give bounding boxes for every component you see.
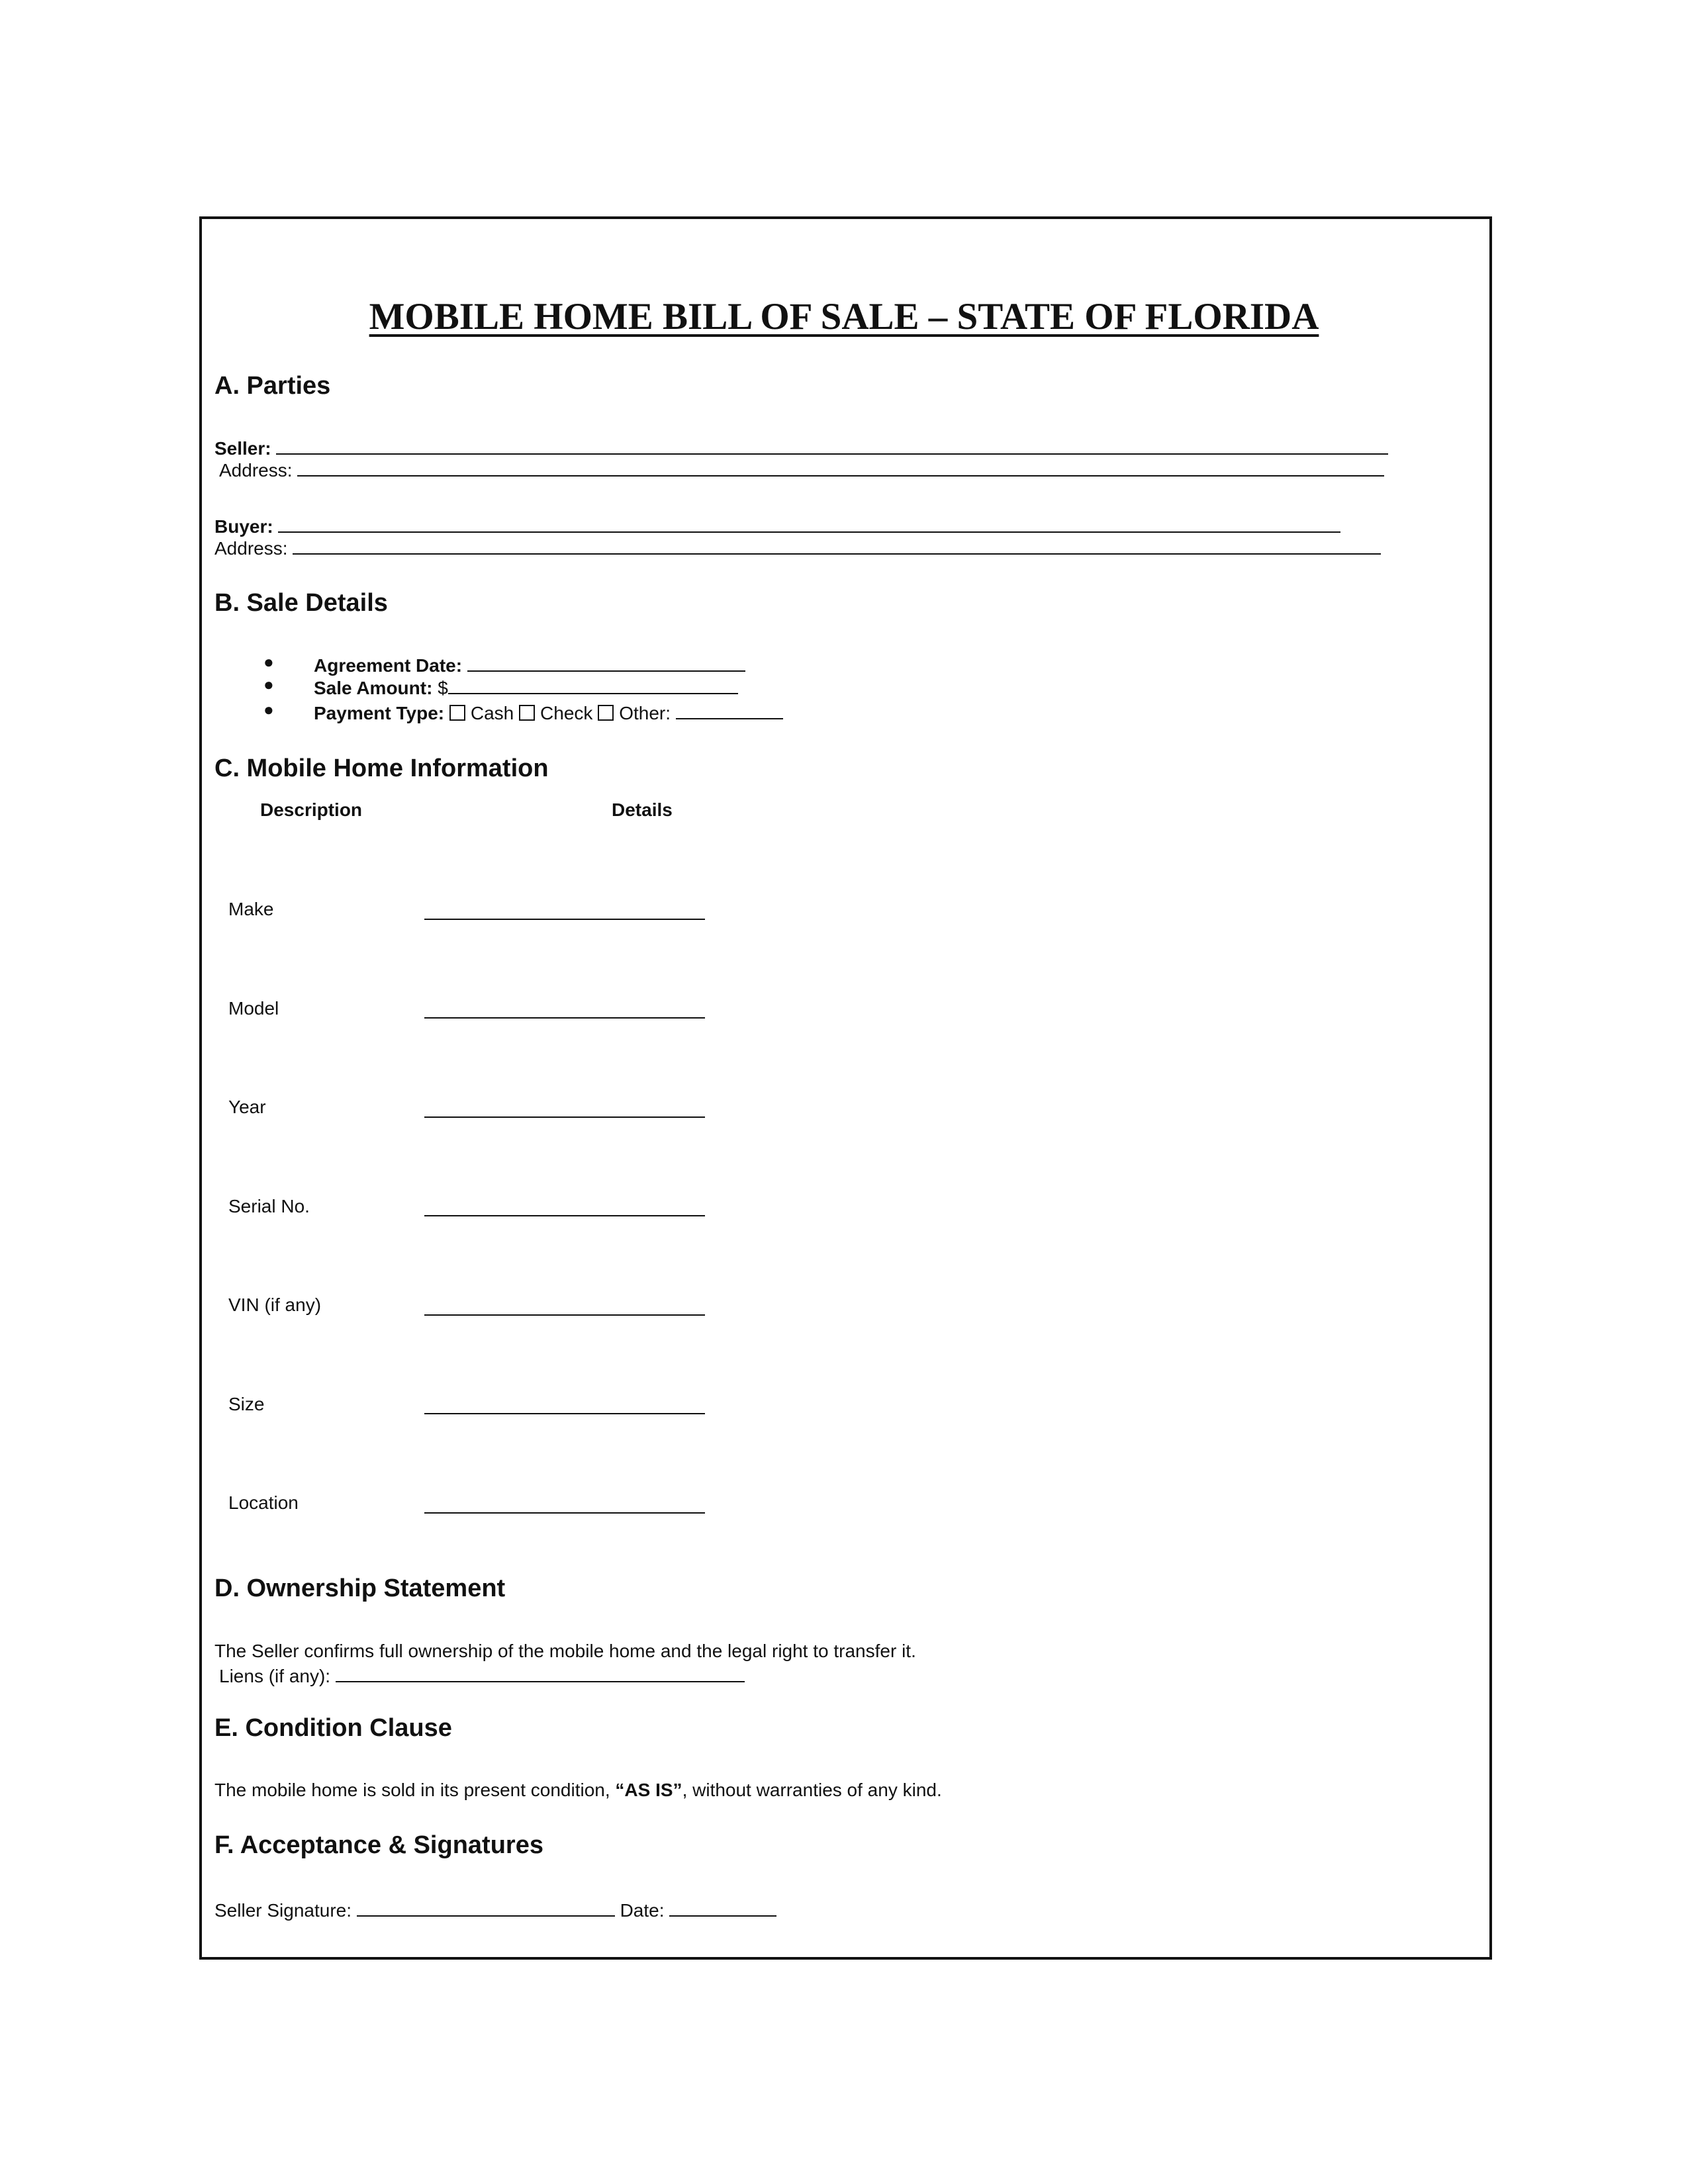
- liens-row: [219, 1662, 745, 1687]
- other-option-label: Other:: [619, 703, 671, 723]
- other-payment-field[interactable]: [676, 700, 783, 719]
- seller-field[interactable]: [276, 435, 1388, 455]
- seller-signature-row: [214, 1897, 776, 1921]
- document-title: MOBILE HOME BILL OF SALE – STATE OF FLORIDA: [369, 296, 1319, 338]
- row-label-location: Location: [228, 1492, 299, 1513]
- agreement-date-label: Agreement Date:: [314, 655, 463, 676]
- condition-text-start: The mobile home is sold in its present condition,: [214, 1780, 616, 1800]
- size-field[interactable]: [424, 1413, 705, 1414]
- seller-signature-label: Seller Signature:: [214, 1900, 352, 1921]
- vin-field[interactable]: [424, 1314, 705, 1316]
- liens-label: Liens (if any):: [219, 1666, 331, 1686]
- row-label-make: Make: [228, 899, 274, 919]
- payment-type-row: [314, 700, 783, 724]
- buyer-address-label: Address:: [214, 538, 288, 559]
- buyer-row: [214, 513, 1340, 537]
- section-heading-signatures: F. Acceptance & Signatures: [214, 1831, 543, 1859]
- ownership-statement-text: The Seller confirms full ownership of the mobile home and the legal right to transfer it.: [214, 1641, 916, 1661]
- buyer-address-field[interactable]: [293, 535, 1381, 555]
- column-header-details: Details: [612, 799, 673, 820]
- year-field[interactable]: [424, 1116, 705, 1118]
- condition-text-end: , without warranties of any kind.: [682, 1780, 942, 1800]
- buyer-field[interactable]: [278, 513, 1340, 533]
- check-option-label: Check: [540, 703, 593, 723]
- row-label-size: Size: [228, 1394, 265, 1414]
- signature-date-label: Date:: [620, 1900, 665, 1921]
- row-label-vin: VIN (if any): [228, 1295, 322, 1315]
- seller-address-field[interactable]: [297, 457, 1384, 477]
- cash-checkbox[interactable]: [449, 705, 465, 721]
- buyer-label: Buyer:: [214, 516, 273, 537]
- seller-signature-field[interactable]: [357, 1897, 615, 1917]
- serial-no-field[interactable]: [424, 1215, 705, 1216]
- column-header-description: Description: [260, 799, 363, 820]
- location-field[interactable]: [424, 1512, 705, 1514]
- sale-amount-label: Sale Amount:: [314, 678, 433, 698]
- bullet-agreement-date: ●: [263, 652, 274, 672]
- check-checkbox[interactable]: [519, 705, 535, 721]
- sale-amount-row: [314, 674, 738, 699]
- make-field[interactable]: [424, 919, 705, 920]
- payment-type-label: Payment Type:: [314, 703, 445, 723]
- other-checkbox[interactable]: [598, 705, 614, 721]
- model-field[interactable]: [424, 1017, 705, 1019]
- section-heading-sale-details: B. Sale Details: [214, 589, 388, 617]
- seller-address-label: Address:: [219, 460, 293, 480]
- buyer-address-row: [214, 535, 1381, 559]
- section-heading-ownership: D. Ownership Statement: [214, 1574, 506, 1602]
- sale-amount-currency: $: [438, 678, 448, 698]
- seller-row: [214, 435, 1388, 459]
- seller-address-row: [219, 457, 1384, 481]
- section-heading-condition: E. Condition Clause: [214, 1714, 452, 1742]
- section-heading-parties: A. Parties: [214, 372, 331, 400]
- bullet-sale-amount: ●: [263, 674, 274, 694]
- condition-clause-text: [214, 1780, 942, 1801]
- agreement-date-row: [314, 652, 745, 676]
- row-label-year: Year: [228, 1097, 266, 1117]
- cash-option-label: Cash: [470, 703, 514, 723]
- row-label-serial-no: Serial No.: [228, 1196, 310, 1216]
- row-label-model: Model: [228, 998, 279, 1019]
- seller-label: Seller:: [214, 438, 271, 459]
- sale-amount-field[interactable]: [448, 674, 738, 694]
- as-is-emphasis: “AS IS”: [615, 1780, 682, 1800]
- section-heading-mobile-home: C. Mobile Home Information: [214, 754, 549, 782]
- agreement-date-field[interactable]: [467, 652, 745, 672]
- liens-field[interactable]: [336, 1662, 745, 1682]
- signature-date-field[interactable]: [669, 1897, 776, 1917]
- bullet-payment-type: ●: [263, 700, 274, 719]
